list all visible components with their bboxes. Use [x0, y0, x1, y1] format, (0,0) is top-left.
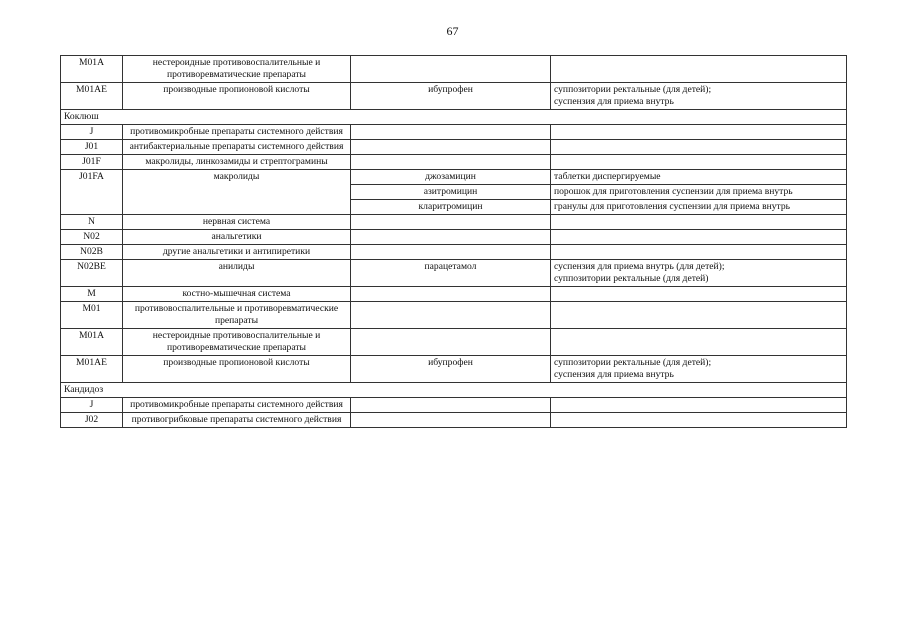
drug-name-cell	[351, 260, 551, 287]
medication-table	[60, 55, 847, 428]
section-title: Коклюш	[61, 110, 847, 125]
drug-name: ибупрофен	[428, 84, 473, 95]
table-row	[61, 260, 847, 287]
dosage-form-cell	[551, 215, 847, 230]
atc-name-cell: нестероидные противовоспалительные и противоревматические препараты	[123, 56, 351, 83]
section-row	[61, 383, 847, 398]
table-row	[61, 155, 847, 170]
drug-name-cell: азитромицин	[351, 185, 551, 200]
table-row	[61, 140, 847, 155]
atc-name-cell: нервная система	[123, 215, 351, 230]
dosage-form-line: суппозитории ректальные (для детей);	[554, 84, 712, 95]
atc-code-cell: M01A	[61, 56, 123, 83]
dosage-form-cell	[551, 230, 847, 245]
dosage-form-cell: гранулы для приготовления суспензии для приема внутрь	[551, 200, 847, 215]
atc-code-cell: M01AE	[61, 356, 123, 383]
atc-code-cell: N02B	[61, 245, 123, 260]
table-row	[61, 329, 847, 356]
table-row	[61, 170, 847, 185]
dosage-form-cell: таблетки диспергируемые	[551, 170, 847, 185]
dosage-form-cell	[551, 56, 847, 83]
dosage-form-cell: порошок для приготовления суспензии для приема внутрь	[551, 185, 847, 200]
drug-name-cell	[351, 356, 551, 383]
drug-name-cell	[351, 56, 551, 83]
table-row	[61, 245, 847, 260]
atc-name-cell: макролиды, линкозамиды и стрептограмины	[123, 155, 351, 170]
atc-code-cell: J02	[61, 413, 123, 428]
atc-name-cell: макролиды	[123, 170, 351, 215]
atc-code-cell: J01FA	[61, 170, 123, 215]
atc-code-cell: N02	[61, 230, 123, 245]
dosage-form-cell	[551, 260, 847, 287]
drug-name-cell	[351, 83, 551, 110]
atc-name-cell: анальгетики	[123, 230, 351, 245]
dosage-form-cell	[551, 125, 847, 140]
atc-code-cell: M01AE	[61, 83, 123, 110]
atc-code-cell: J01F	[61, 155, 123, 170]
table-row	[61, 83, 847, 110]
atc-name-cell: противомикробные препараты системного действия	[123, 125, 351, 140]
drug-name-cell	[351, 230, 551, 245]
section-row	[61, 110, 847, 125]
medication-table-body	[61, 56, 847, 428]
table-row	[61, 230, 847, 245]
atc-name-cell: другие анальгетики и антипиретики	[123, 245, 351, 260]
table-row	[61, 398, 847, 413]
dosage-form-line: суспензия для приема внутрь (для детей);	[554, 261, 725, 272]
dosage-form-line: суппозитории ректальные (для детей);	[554, 357, 712, 368]
table-row	[61, 356, 847, 383]
drug-name-cell: кларитромицин	[351, 200, 551, 215]
atc-name-cell: производные пропионовой кислоты	[123, 83, 351, 110]
table-row	[61, 287, 847, 302]
atc-name-cell: противогрибковые препараты системного действия	[123, 413, 351, 428]
page-number: 67	[446, 24, 459, 38]
atc-name-cell: костно-мышечная система	[123, 287, 351, 302]
table-row	[61, 302, 847, 329]
dosage-form-cell	[551, 413, 847, 428]
drug-name: ибупрофен	[428, 357, 473, 368]
atc-code-cell: N	[61, 215, 123, 230]
atc-code-cell: M01	[61, 302, 123, 329]
dosage-form-cell	[551, 83, 847, 110]
table-row	[61, 413, 847, 428]
dosage-form-cell	[551, 155, 847, 170]
atc-code-cell: J	[61, 398, 123, 413]
atc-code-cell: N02BE	[61, 260, 123, 287]
drug-name-cell	[351, 215, 551, 230]
atc-code-cell: M01A	[61, 329, 123, 356]
dosage-form-line: суппозитории ректальные (для детей)	[554, 273, 709, 284]
table-row	[61, 215, 847, 230]
atc-code-cell: M	[61, 287, 123, 302]
drug-name-cell	[351, 245, 551, 260]
drug-name-cell	[351, 398, 551, 413]
atc-name-cell: производные пропионовой кислоты	[123, 356, 351, 383]
drug-name-cell	[351, 329, 551, 356]
dosage-form-cell	[551, 245, 847, 260]
atc-code-cell: J01	[61, 140, 123, 155]
atc-name-cell: противомикробные препараты системного действия	[123, 398, 351, 413]
table-row	[61, 125, 847, 140]
section-title: Кандидоз	[61, 383, 847, 398]
drug-name-cell	[351, 155, 551, 170]
drug-name-cell: джозамицин	[351, 170, 551, 185]
dosage-form-line: суспензия для приема внутрь	[554, 96, 674, 107]
atc-code-cell: J	[61, 125, 123, 140]
atc-name-cell: анилиды	[123, 260, 351, 287]
drug-name-cell	[351, 287, 551, 302]
drug-name-cell	[351, 413, 551, 428]
table-row	[61, 56, 847, 83]
dosage-form-cell	[551, 287, 847, 302]
atc-name-cell: антибактериальные препараты системного действия	[123, 140, 351, 155]
dosage-form-cell	[551, 140, 847, 155]
dosage-form-cell	[551, 302, 847, 329]
dosage-form-cell	[551, 356, 847, 383]
dosage-form-line: суспензия для приема внутрь	[554, 369, 674, 380]
atc-name-cell: противовоспалительные и противоревматические препараты	[123, 302, 351, 329]
drug-name-cell	[351, 302, 551, 329]
drug-name-cell	[351, 125, 551, 140]
dosage-form-cell	[551, 398, 847, 413]
drug-name-cell	[351, 140, 551, 155]
dosage-form-cell	[551, 329, 847, 356]
drug-name: парацетамол	[424, 261, 477, 272]
atc-name-cell: нестероидные противовоспалительные и противоревматические препараты	[123, 329, 351, 356]
